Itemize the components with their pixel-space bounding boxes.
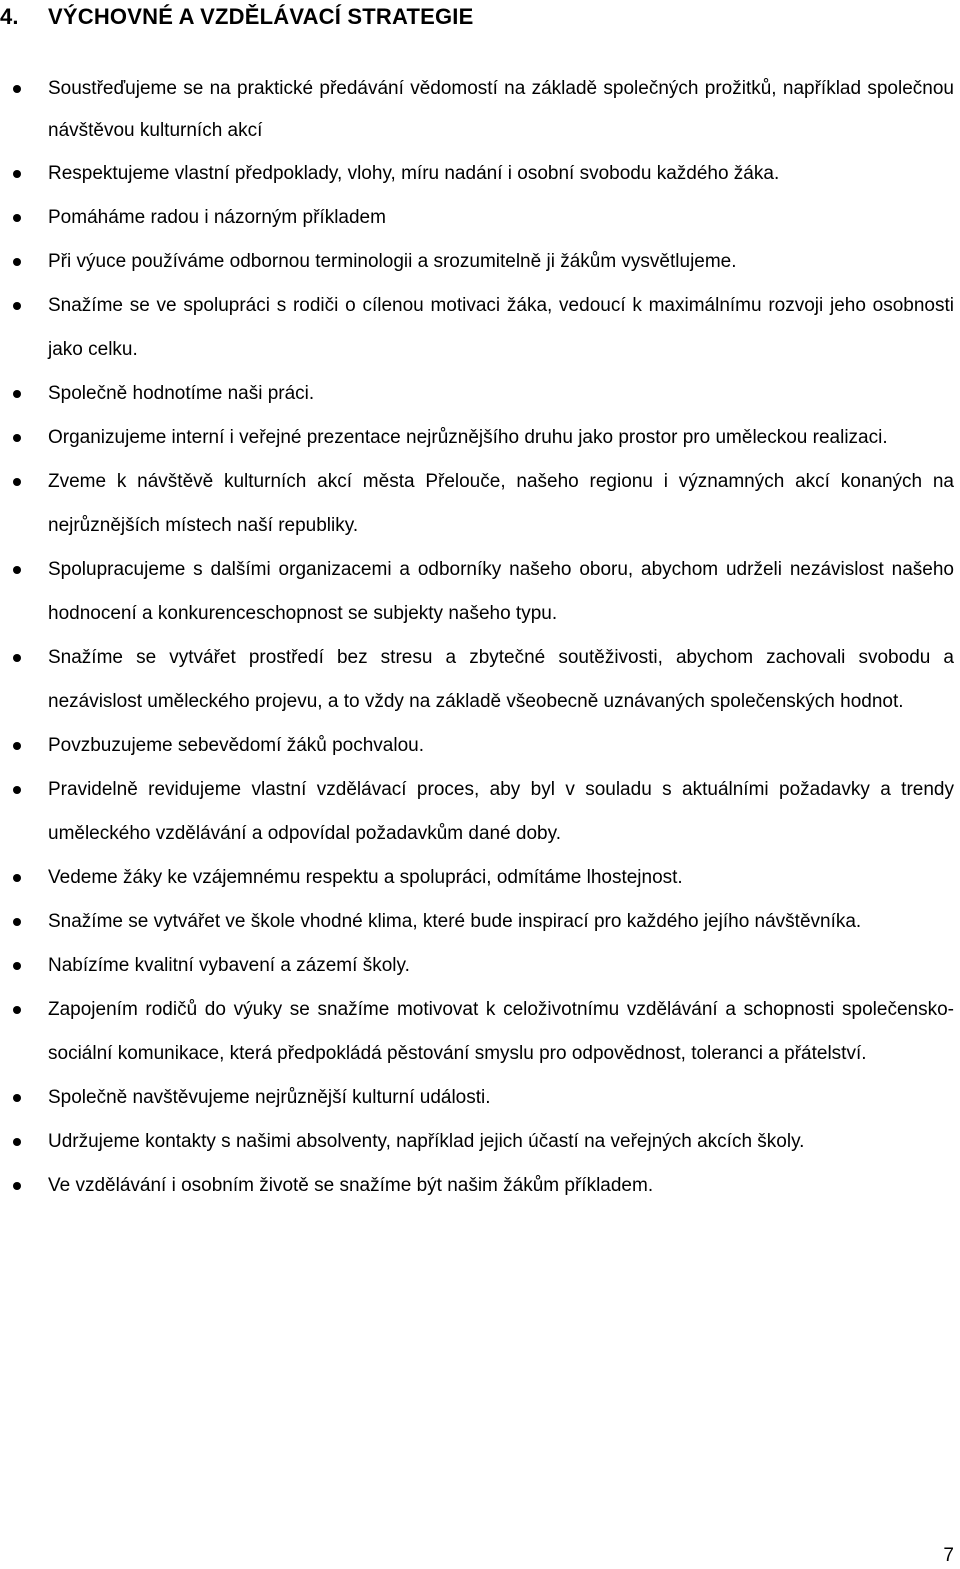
list-item: Udržujeme kontakty s našimi absolventy, například jejich účastí na veřejných akcích školy. — [0, 1120, 960, 1164]
section-title: VÝCHOVNÉ A VZDĚLÁVACÍ STRATEGIE — [48, 4, 474, 29]
list-item: Organizujeme interní i veřejné prezentace nejrůznějšího druhu jako prostor pro uměleckou realizaci. — [0, 416, 960, 460]
section-heading — [0, 4, 473, 30]
list-item: Společně navštěvujeme nejrůznější kulturní události. — [0, 1076, 960, 1120]
list-item: Snažíme se vytvářet ve škole vhodné klima, které bude inspirací pro každého jejího návštěvníka. — [0, 900, 960, 944]
list-item: Povzbuzujeme sebevědomí žáků pochvalou. — [0, 724, 960, 768]
list-item: Snažíme se ve spolupráci s rodiči o cílenou motivaci žáka, vedoucí k maximálnímu rozvoji jeho osobnosti jako celku. — [0, 284, 960, 372]
list-item: Nabízíme kvalitní vybavení a zázemí školy. — [0, 944, 960, 988]
list-item: Spolupracujeme s dalšími organizacemi a odborníky našeho oboru, abychom udrželi nezávislost našeho hodnocení a konkurenceschopnost se subjekty našeho typu. — [0, 548, 960, 636]
list-item: Zveme k návštěvě kulturních akcí města Přelouče, našeho regionu i významných akcí konaných na nejrůznějších místech naší republiky. — [0, 460, 960, 548]
list-item: Zapojením rodičů do výuky se snažíme motivovat k celoživotnímu vzdělávání a schopnosti společensko-sociální komunikace, která předpokládá pěstování smyslu pro odpovědnost, toleranci a přátelství. — [0, 988, 960, 1076]
list-item: Při výuce používáme odbornou terminologii a srozumitelně ji žákům vysvětlujeme. — [0, 240, 960, 284]
list-item: Soustřeďujeme se na praktické předávání vědomostí na základě společných prožitků, například společnou návštěvou kulturních akcí — [0, 68, 960, 152]
page-number: 7 — [943, 1545, 954, 1566]
list-item: Společně hodnotíme naši práci. — [0, 372, 960, 416]
list-item: Vedeme žáky ke vzájemnému respektu a spolupráci, odmítáme lhostejnost. — [0, 856, 960, 900]
list-item: Pomáháme radou i názorným příkladem — [0, 196, 960, 240]
strategy-list — [0, 68, 960, 1208]
section-number: 4. — [0, 4, 19, 29]
list-item: Pravidelně revidujeme vlastní vzdělávací proces, aby byl v souladu s aktuálními požadavky a trendy uměleckého vzdělávání a odpovídal požadavkům dané doby. — [0, 768, 960, 856]
list-item: Ve vzdělávání i osobním životě se snažíme být našim žákům příkladem. — [0, 1164, 960, 1208]
list-item: Snažíme se vytvářet prostředí bez stresu a zbytečné soutěživosti, abychom zachovali svobodu a nezávislost uměleckého projevu, a to vždy na základě všeobecně uznávaných společenských hodnot. — [0, 636, 960, 724]
list-item: Respektujeme vlastní předpoklady, vlohy, míru nadání i osobní svobodu každého žáka. — [0, 152, 960, 196]
